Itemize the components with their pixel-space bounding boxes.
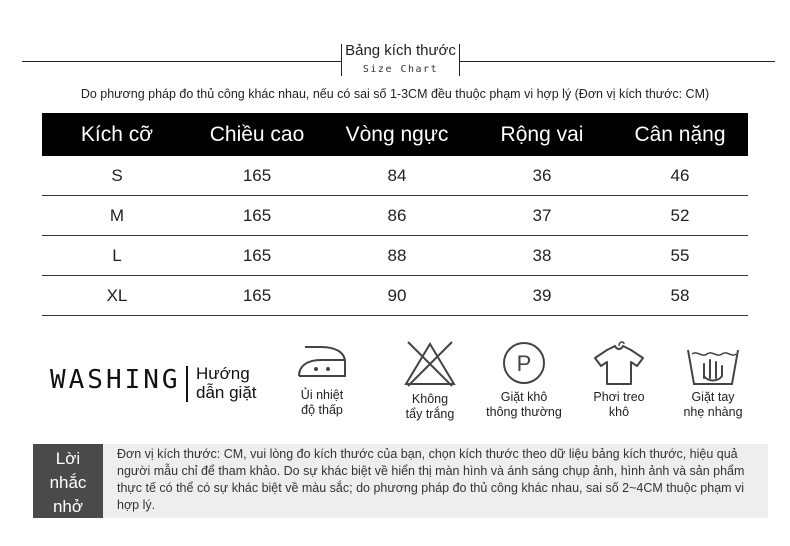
care-item-hang-dry xyxy=(569,340,669,420)
reminder-tag-line2: nhắc xyxy=(49,473,87,492)
title-bracket-right xyxy=(459,44,460,76)
cell-chest: 90 xyxy=(322,276,472,316)
no-bleach-icon xyxy=(402,340,458,388)
table-row xyxy=(42,236,748,276)
page-title: Bảng kích thước xyxy=(345,42,456,59)
header-height: Chiều cao xyxy=(192,113,322,156)
cell-weight: 46 xyxy=(612,156,748,196)
care-item-no-bleach xyxy=(380,340,480,422)
size-chart-title-block xyxy=(0,30,790,80)
care-label-line2: tẩy trắng xyxy=(405,407,455,421)
cell-height: 165 xyxy=(192,276,322,316)
header-chest: Vòng ngực xyxy=(322,113,472,156)
title-divider-left xyxy=(22,61,342,62)
reminder-tag-line3: nhở xyxy=(52,497,84,516)
cell-size: L xyxy=(42,236,192,276)
size-table-header xyxy=(42,113,748,156)
washing-guide-line1: Hướng xyxy=(196,364,250,383)
care-label-line1: Ủi nhiệt xyxy=(300,388,344,402)
reminder-box xyxy=(33,444,768,518)
header-weight: Cân nặng xyxy=(612,113,748,156)
cell-shoulder: 38 xyxy=(472,236,612,276)
care-label-line1: Phơi treo xyxy=(593,390,645,404)
table-row xyxy=(42,156,748,196)
reminder-tag-line1: Lời xyxy=(55,449,81,468)
cell-weight: 58 xyxy=(612,276,748,316)
care-item-dry-clean xyxy=(474,340,574,420)
care-label-line2: nhẹ nhàng xyxy=(683,405,743,419)
cell-size: M xyxy=(42,196,192,236)
reminder-text: Đơn vị kích thước: CM, vui lòng đo kích thước của bạn, chọn kích thước theo dữ liệu bảng kích thước, hiệu quả người mẫu chỉ để tham khảo. Do sự khác biệt về hiển thị màn hình và ánh sáng chụp ảnh, hình ảnh và sản phẩm thực tế có thể có sự khác biệt về màu sắc; do phương pháp đo thủ công khác nhau, sai số 2~4CM thuộc phạm vi hợp lý. xyxy=(117,447,745,512)
iron-low-icon xyxy=(291,340,353,384)
size-table xyxy=(42,113,748,316)
washing-guide-line2: dẫn giặt xyxy=(196,383,257,402)
dry-clean-icon xyxy=(499,340,549,386)
cell-shoulder: 39 xyxy=(472,276,612,316)
cell-chest: 84 xyxy=(322,156,472,196)
care-label-line1: Không xyxy=(411,392,449,406)
care-label-line2: thông thường xyxy=(486,405,562,419)
measurement-note: Do phương pháp đo thủ công khác nhau, nếu có sai số 1-3CM đều thuộc phạm vi hợp lý (Đơn vị kích thước: CM) xyxy=(80,87,710,101)
care-label-line1: Giặt khô xyxy=(500,390,548,404)
header-size: Kích cỡ xyxy=(42,113,192,156)
cell-weight: 55 xyxy=(612,236,748,276)
cell-weight: 52 xyxy=(612,196,748,236)
dry-clean-letter: P xyxy=(516,351,532,376)
hand-wash-icon xyxy=(684,340,742,386)
cell-height: 165 xyxy=(192,156,322,196)
cell-chest: 88 xyxy=(322,236,472,276)
cell-size: S xyxy=(42,156,192,196)
header-shoulder: Rộng vai xyxy=(472,113,612,156)
cell-height: 165 xyxy=(192,196,322,236)
care-item-hand-wash xyxy=(663,340,763,420)
care-label-line2: khô xyxy=(608,405,630,419)
care-label-line1: Giặt tay xyxy=(691,390,735,404)
reminder-tag xyxy=(33,444,103,518)
washing-divider xyxy=(186,366,188,402)
cell-size: XL xyxy=(42,276,192,316)
care-item-iron xyxy=(272,340,372,418)
table-row xyxy=(42,276,748,316)
washing-title: WASHING xyxy=(50,365,181,395)
cell-chest: 86 xyxy=(322,196,472,236)
title-divider-right xyxy=(459,61,775,62)
page-subtitle: Size Chart xyxy=(362,64,439,75)
table-row xyxy=(42,196,748,236)
cell-height: 165 xyxy=(192,236,322,276)
hang-dry-icon xyxy=(591,340,647,386)
cell-shoulder: 37 xyxy=(472,196,612,236)
care-label-line2: độ thấp xyxy=(301,403,343,417)
washing-guide xyxy=(196,364,257,402)
cell-shoulder: 36 xyxy=(472,156,612,196)
